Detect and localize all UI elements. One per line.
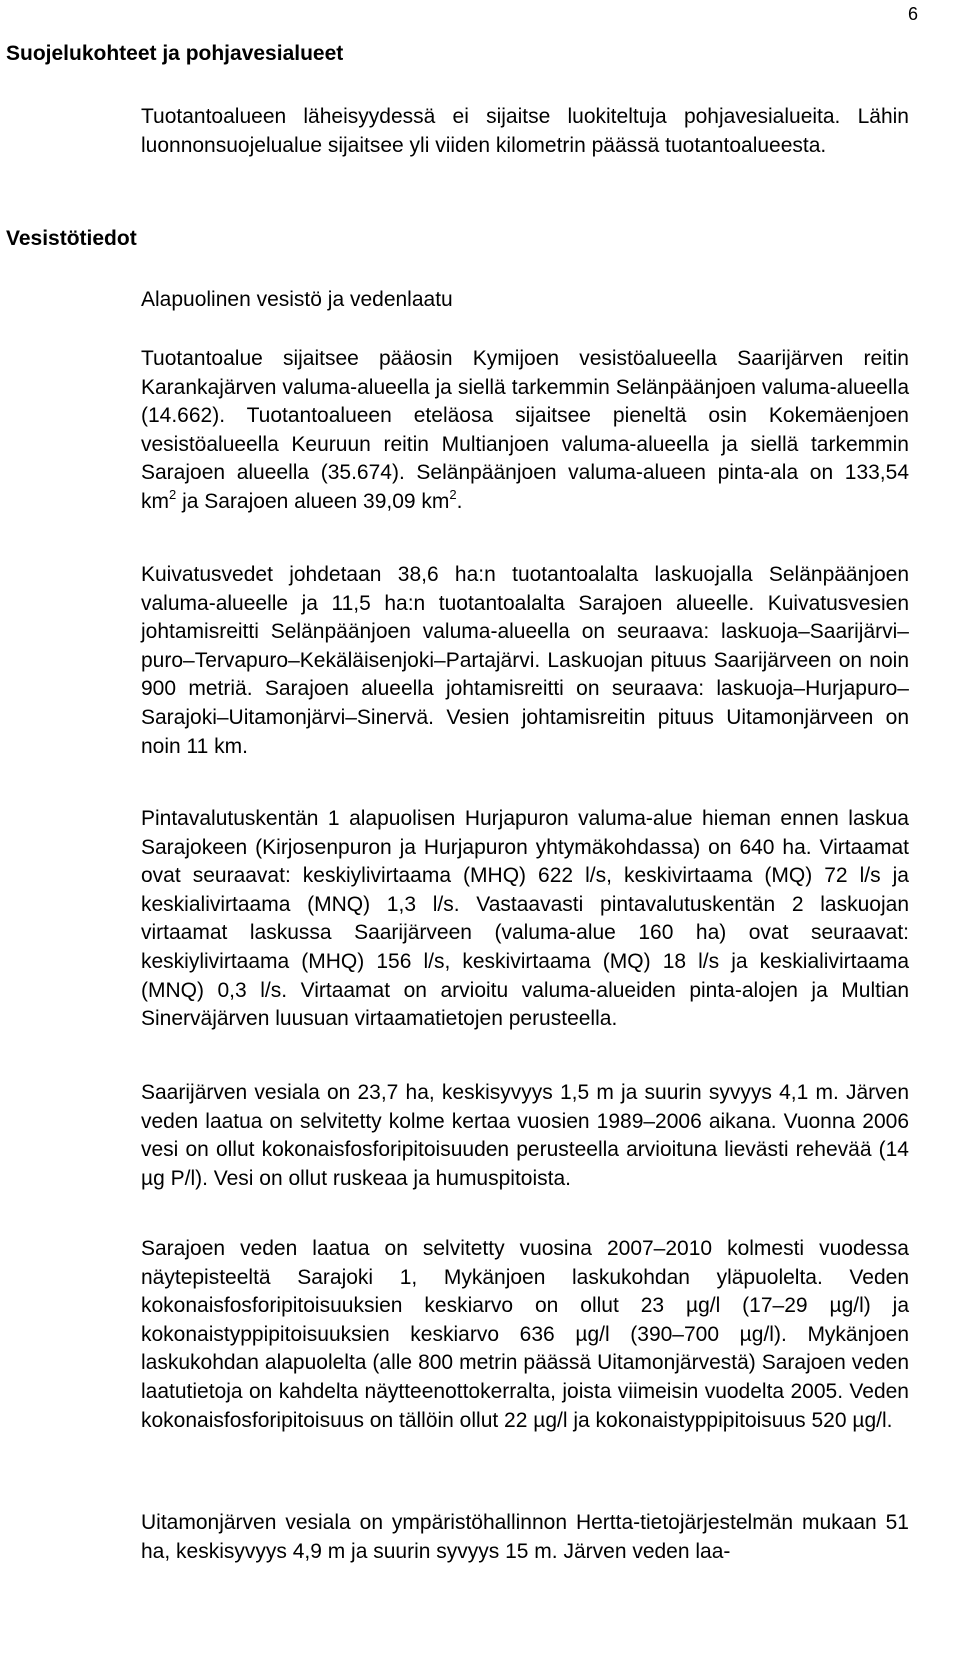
paragraph-flow-rates xyxy=(141,805,909,1034)
superscript: 2 xyxy=(449,486,457,502)
paragraph-text: Tuotantoalueen läheisyydessä ei sijaitse luokiteltuja pohjavesialueita. Lähin luonnonsuojelualue sijaitsee yli viiden kilometrin päässä tuotantoalueesta. xyxy=(141,105,909,157)
section-heading-water: Vesistötiedot xyxy=(6,227,137,250)
paragraph-text: Kuivatusvedet johdetaan 38,6 ha:n tuotantoalalta laskuojalla Selänpäänjoen valuma-alueelle ja 11,5 ha:n tuotantoalalta Sarajoen alueelle. Kuivatusvesien johtamisreitti Selänpäänjoen valuma-alueella on seuraava: laskuoja–Saarijärvi–puro–Tervapuro–Kekäläisenjoki–Partajärvi. Laskuojan pituus Saarijärveen on noin 900 metriä. Sarajoen alueella johtamisreitti on seuraava: laskuoja–Hurjapuro–Sarajoki–Uitamonjärvi–Sinervä. Vesien johtamisreitin pituus Uitamonjärveen on noin 11 km. xyxy=(141,563,909,758)
superscript: 2 xyxy=(169,486,177,502)
paragraph-drainage-route xyxy=(141,561,909,761)
paragraph-sarajoki xyxy=(141,1235,909,1435)
paragraph-text: Pintavalutuskentän 1 alapuolisen Hurjapuron valuma-alue hieman ennen laskua Sarajokeen (Kirjosenpuron ja Hurjapuron yhtymäkohdassa) on 640 ha. Virtaamat ovat seuraavat: keskiylivirtaama (MHQ) 622 l/s, keskivirtaama (MQ) 72 l/s ja keskialivirtaama (MNQ) 1,3 l/s. Vastaavasti pintavalutuskentän 2 laskuojan virtaamat laskussa Saarijärveen (valuma-alue 160 ha) ovat seuraavat: keskiylivirtaama (MHQ) 156 l/s, keskivirtaama (MQ) 18 l/s ja keskialivirtaama (MNQ) 0,3 l/s. Virtaamat on arvioitu valuma-alueiden pinta-alojen ja Multian Sinerväjärven luusuan virtaamatietojen perusteella. xyxy=(141,807,909,1031)
paragraph-text: Uitamonjärven vesiala on ympäristöhallinnon Hertta-tietojärjestelmän mukaan 51 ha, keskisyvyys 4,9 m ja suurin syvyys 15 m. Järven veden laa- xyxy=(141,1511,909,1563)
paragraph-saarijarvi xyxy=(141,1079,909,1193)
paragraph-groundwater xyxy=(141,103,909,160)
text-run: Tuotantoalue sijaitsee pääosin Kymijoen vesistöalueella Saarijärven reitin Karankajärven valuma-alueella ja siellä tarkemmin Selänpäänjoen valuma-alueella (14.662). Tuotantoalueen eteläosa sijaitsee pieneltä osin Kokemäenjoen vesistöalueella Keuruun reitin Multianjoen valuma-alueella ja siellä tarkemmin Sarajoen alueella (35.674). Selänpäänjoen valuma-alueen pinta-ala on 133,54 km xyxy=(141,347,909,513)
text-run: . xyxy=(456,489,463,513)
text-run: ja Sarajoen alueen 39,09 km xyxy=(176,489,450,513)
paragraph-uitamonjarvi xyxy=(141,1509,909,1566)
paragraph-catchment xyxy=(141,345,909,517)
page-number: 6 xyxy=(908,4,919,24)
paragraph-text: Saarijärven vesiala on 23,7 ha, keskisyvyys 1,5 m ja suurin syvyys 4,1 m. Järven veden laatua on selvitetty kolme kertaa vuosien 1989–2006 aikana. Vuonna 2006 vesi on ollut kokonaisfosforipitoisuuden perusteella arvioituna lievästi rehevää (14 µg P/l). Vesi on ollut ruskeaa ja humuspitoista. xyxy=(141,1081,909,1190)
subheading-downstream: Alapuolinen vesistö ja vedenlaatu xyxy=(141,288,453,311)
paragraph-text: Sarajoen veden laatua on selvitetty vuosina 2007–2010 kolmesti vuodessa näytepisteeltä Sarajoki 1, Mykänjoen laskukohdan yläpuolelta. Veden kokonaisfosforipitoisuuksien keskiarvo on ollut 23 µg/l (17–29 µg/l) ja kokonaistyppipitoisuuksien keskiarvo 636 µg/l (390–700 µg/l). Mykänjoen laskukohdan alapuolelta (alle 800 metrin päässä Uitamonjärvestä) Sarajoen veden laatutietoja on kahdelta näytteenottokerralta, joista viimeisin vuodelta 2005. Veden kokonaisfosforipitoisuus on tällöin ollut 22 µg/l ja kokonaistyppipitoisuus 520 µg/l. xyxy=(141,1237,909,1432)
paragraph-text xyxy=(141,345,909,517)
section-heading-protection: Suojelukohteet ja pohjavesialueet xyxy=(6,42,344,65)
